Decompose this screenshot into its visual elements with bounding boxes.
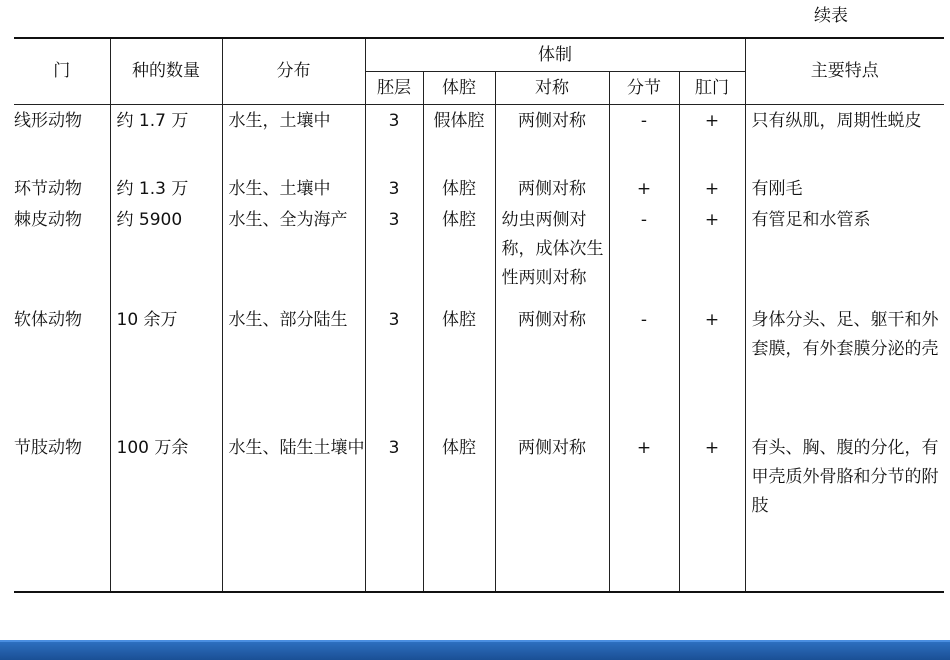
cell-anus: + <box>679 432 745 592</box>
cell-features: 只有纵肌，周期性蜕皮 <box>745 105 944 173</box>
cell-germ-layers: 3 <box>365 173 423 204</box>
cell-segmentation: - <box>609 304 679 432</box>
cell-anus: + <box>679 304 745 432</box>
cell-segmentation: + <box>609 173 679 204</box>
header-symmetry: 对称 <box>495 72 609 105</box>
table-row <box>14 105 944 173</box>
header-species-count: 种的数量 <box>110 38 222 105</box>
table-row <box>14 173 944 204</box>
cell-anus: + <box>679 173 745 204</box>
cell-germ-layers: 3 <box>365 105 423 173</box>
cell-body-cavity: 体腔 <box>423 173 495 204</box>
cell-count: 约 1.3 万 <box>110 173 222 204</box>
cell-body-cavity: 体腔 <box>423 204 495 304</box>
cell-features: 有管足和水管系 <box>745 204 944 304</box>
animal-phyla-table <box>14 37 944 593</box>
cell-distribution: 水生、全为海产 <box>222 204 365 304</box>
cell-phylum: 环节动物 <box>14 173 110 204</box>
cell-symmetry: 两侧对称 <box>495 173 609 204</box>
continued-table-label: 续表 <box>814 6 848 26</box>
header-distribution: 分布 <box>222 38 365 105</box>
cell-germ-layers: 3 <box>365 204 423 304</box>
cell-germ-layers: 3 <box>365 304 423 432</box>
header-anus: 肛门 <box>679 72 745 105</box>
cell-segmentation: + <box>609 432 679 592</box>
cell-phylum: 软体动物 <box>14 304 110 432</box>
cell-symmetry: 两侧对称 <box>495 105 609 173</box>
header-body-plan: 体制 <box>365 38 745 72</box>
cell-phylum: 棘皮动物 <box>14 204 110 304</box>
bottom-blue-bar <box>0 640 950 660</box>
cell-distribution: 水生，土壤中 <box>222 105 365 173</box>
header-body-cavity: 体腔 <box>423 72 495 105</box>
header-germ-layers: 胚层 <box>365 72 423 105</box>
cell-anus: + <box>679 105 745 173</box>
cell-distribution: 水生、土壤中 <box>222 173 365 204</box>
cell-symmetry: 两侧对称 <box>495 432 609 592</box>
cell-segmentation: - <box>609 105 679 173</box>
cell-body-cavity: 体腔 <box>423 304 495 432</box>
cell-phylum: 节肢动物 <box>14 432 110 592</box>
cell-phylum: 线形动物 <box>14 105 110 173</box>
cell-germ-layers: 3 <box>365 432 423 592</box>
cell-count: 10 余万 <box>110 304 222 432</box>
header-main-features: 主要特点 <box>745 38 944 105</box>
cell-segmentation: - <box>609 204 679 304</box>
table-row <box>14 304 944 432</box>
cell-anus: + <box>679 204 745 304</box>
cell-features: 有刚毛 <box>745 173 944 204</box>
cell-symmetry: 两侧对称 <box>495 304 609 432</box>
cell-distribution: 水生、陆生土壤中 <box>222 432 365 592</box>
cell-features: 身体分头、足、躯干和外套膜，有外套膜分泌的壳 <box>745 304 944 432</box>
cell-features: 有头、胸、腹的分化，有甲壳质外骨胳和分节的附肢 <box>745 432 944 592</box>
header-phylum: 门 <box>14 38 110 105</box>
cell-count: 100 万余 <box>110 432 222 592</box>
cell-distribution: 水生、部分陆生 <box>222 304 365 432</box>
table-row <box>14 204 944 304</box>
table-row <box>14 432 944 592</box>
header-segmentation: 分节 <box>609 72 679 105</box>
cell-body-cavity: 假体腔 <box>423 105 495 173</box>
cell-count: 约 1.7 万 <box>110 105 222 173</box>
cell-count: 约 5900 <box>110 204 222 304</box>
cell-symmetry: 幼虫两侧对称，成体次生性两则对称 <box>495 204 609 304</box>
cell-body-cavity: 体腔 <box>423 432 495 592</box>
